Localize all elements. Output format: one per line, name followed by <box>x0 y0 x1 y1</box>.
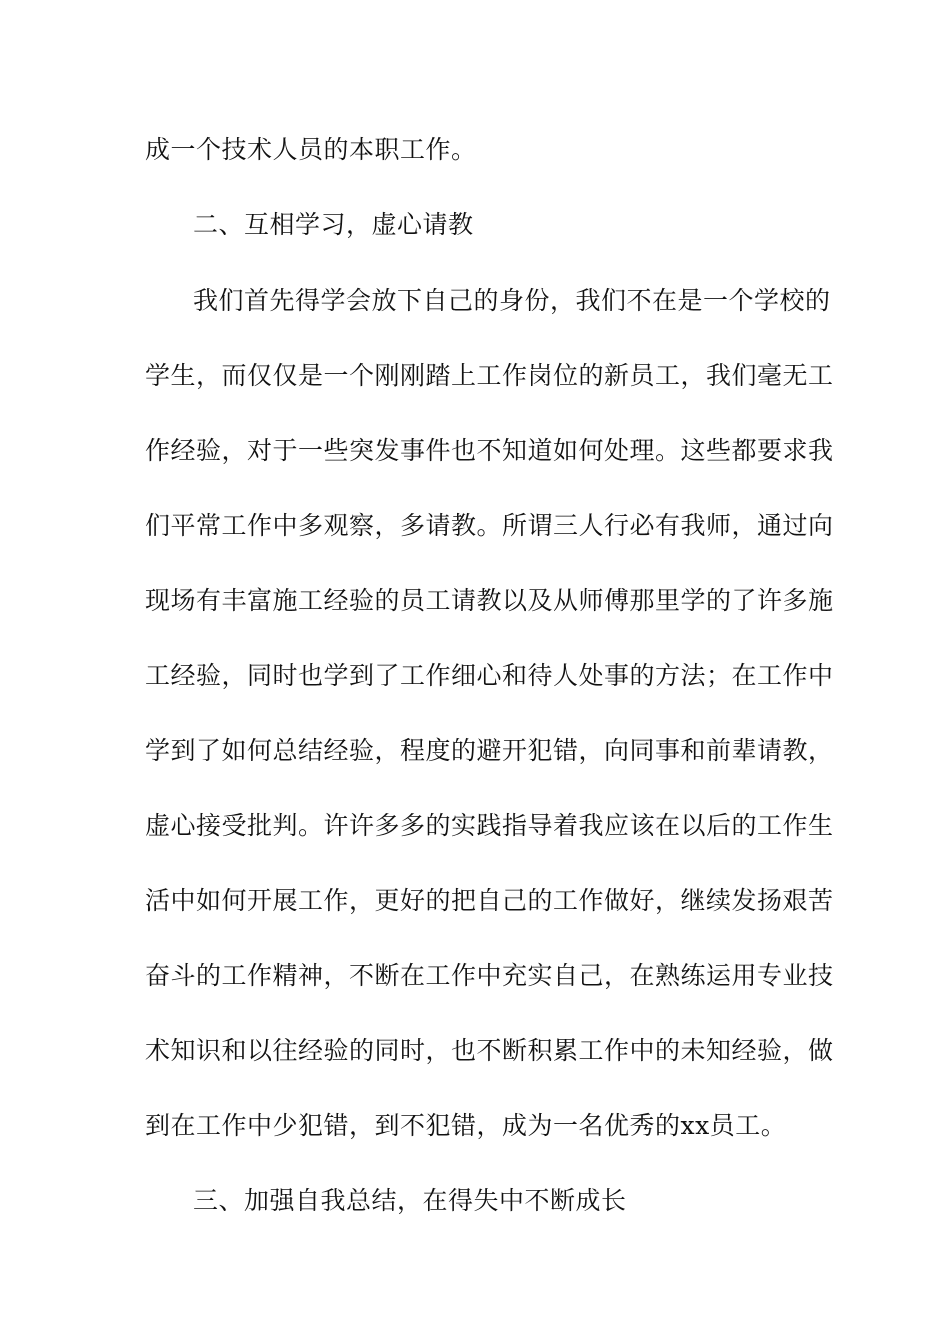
paragraph-line: 我们首先得学会放下自己的身份，我们不在是一个学校的 <box>193 286 831 315</box>
section-heading-two: 二、互相学习，虚心请教 <box>193 210 474 239</box>
paragraph-line: 奋斗的工作精神，不断在工作中充实自己，在熟练运用专业技 <box>145 961 834 990</box>
section-heading-three: 三、加强自我总结，在得失中不断成长 <box>193 1186 627 1215</box>
paragraph-line: 术知识和以往经验的同时，也不断积累工作中的未知经验，做 <box>145 1036 834 1065</box>
paragraph-line: 到在工作中少犯错，到不犯错，成为一名优秀的xx员工。 <box>145 1111 787 1140</box>
paragraph-line: 工经验，同时也学到了工作细心和待人处事的方法；在工作中 <box>145 661 834 690</box>
paragraph-line: 虚心接受批判。许许多多的实践指导着我应该在以后的工作生 <box>145 811 834 840</box>
paragraph-line: 作经验，对于一些突发事件也不知道如何处理。这些都要求我 <box>145 436 834 465</box>
paragraph-line: 活中如何开展工作，更好的把自己的工作做好，继续发扬艰苦 <box>145 886 834 915</box>
paragraph-continuation-line: 成一个技术人员的本职工作。 <box>145 135 477 164</box>
paragraph-line: 们平常工作中多观察，多请教。所谓三人行必有我师，通过向 <box>145 511 834 540</box>
paragraph-line: 学生，而仅仅是一个刚刚踏上工作岗位的新员工，我们毫无工 <box>145 361 834 390</box>
paragraph-line: 学到了如何总结经验，程度的避开犯错，向同事和前辈请教， <box>145 736 834 765</box>
paragraph-line: 现场有丰富施工经验的员工请教以及从师傅那里学的了许多施 <box>145 586 834 615</box>
